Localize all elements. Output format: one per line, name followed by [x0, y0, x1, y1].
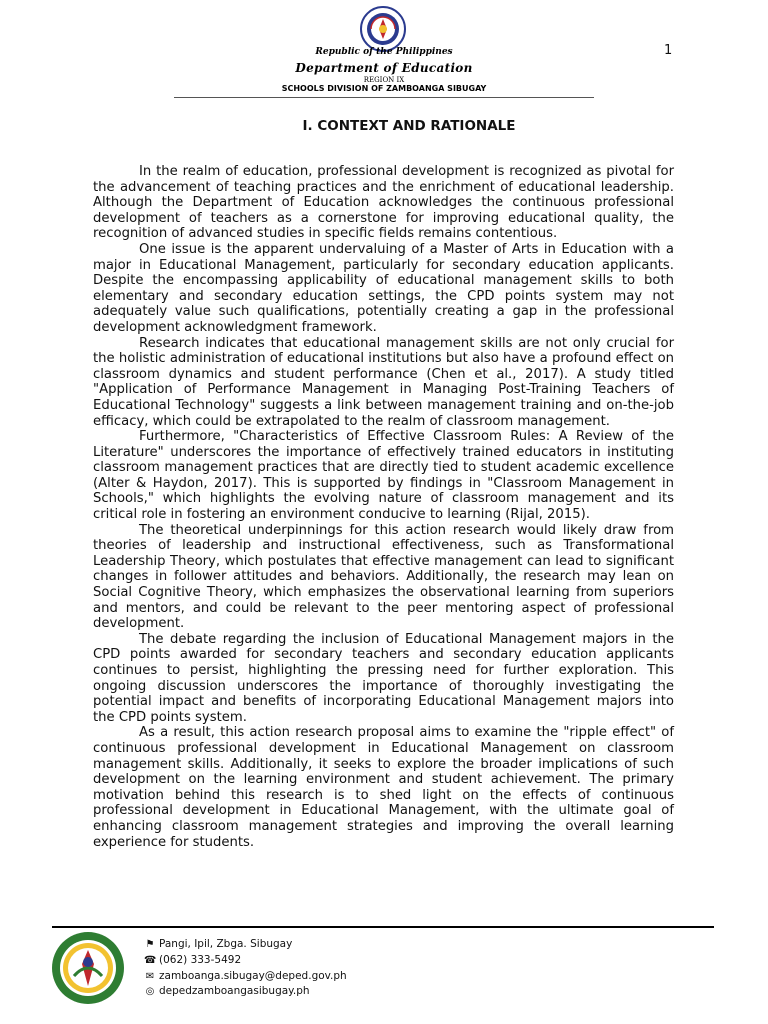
location-pin-icon: ⚑ — [145, 939, 155, 950]
footer-contacts — [144, 937, 347, 1000]
address-text: Pangi, Ipil, Zbga. Sibugay — [159, 938, 293, 950]
address-row — [144, 937, 347, 953]
website-link[interactable]: depedzamboangasibugay.ph — [159, 985, 310, 998]
email-icon: ✉ — [145, 970, 155, 982]
paragraph: Research indicates that educational management skills are not only crucial for the holistic administration of educational institutions but also have a profound effect on classroom dynamics and student performance (Chen et al., 2017). A study titled "Application of Performance Management in Managing Post-Training Teachers of Educational Technology" suggests a link between management training and on-the-job efficacy, which could be extrapolated to the realm of classroom management. — [93, 335, 674, 429]
footer-divider — [52, 926, 714, 928]
phone-row — [144, 953, 347, 969]
phone-text: (062) 333-5492 — [159, 953, 242, 966]
division-line: SCHOOLS DIVISION OF ZAMBOANGA SIBUGAY — [281, 84, 487, 93]
republic-line: Republic of the Philippines — [315, 47, 453, 57]
deped-seal-icon — [357, 5, 409, 53]
department-name: Department of Education — [295, 61, 473, 75]
email-link[interactable]: zamboanga.sibugay@deped.gov.ph — [159, 969, 347, 982]
region-line: REGION IX — [363, 76, 405, 84]
section-title: I. CONTEXT AND RATIONALE — [302, 118, 516, 134]
paragraph: The debate regarding the inclusion of Educational Management majors in the CPD points awarded for secondary teachers and secondary education applicants continues to persist, highlighting the pressing need for further exploration. This ongoing discussion underscores the importance of thoroughly investigating the potential impact and benefits of incorporating Educational Management majors into the CPD points system. — [93, 631, 674, 725]
paragraph: The theoretical underpinnings for this action research would likely draw from theories of leadership and instructional effectiveness, such as Transformational Leadership Theory, which postulates that effective management can lead to significant changes in follower attitudes and behaviors. Additionally, the research may lean on Social Cognitive Theory, which emphasizes the observational learning from superiors and mentors, and could be relevant to the peer mentoring aspect of professional development. — [93, 522, 674, 632]
globe-icon: ◎ — [145, 986, 155, 998]
paragraph: Furthermore, "Characteristics of Effective Classroom Rules: A Review of the Literature" underscores the importance of effectively trained educators in instituting classroom management practices that are directly tied to student academic excellence (Alter & Haydon, 2017). This is supported by findings in "Classroom Management in Schools," which highlights the evolving nature of classroom management and its critical role in fostering an environment conducive to learning (Rijal, 2015). — [93, 429, 674, 523]
paragraph: As a result, this action research proposal aims to examine the "ripple effect" of continuous professional development in Educational Management on classroom management skills. Additionally, it seeks to explore the broader implications of such development on the learning environment and student achievement. The primary motivation behind this research is to shed light on the effects of continuous professional development in Educational Management, with the ultimate goal of enhancing classroom management strategies and improving the overall learning experience for students. — [93, 725, 674, 850]
paragraph: In the realm of education, professional development is recognized as pivotal for the advancement of teaching practices and the enrichment of educational leadership. Although the Department of Education acknowledges the continuous professional development of teachers as a cornerstone for improving educational quality, the recognition of advanced studies in specific fields remains contentious. — [93, 164, 674, 242]
division-seal-icon — [50, 930, 126, 1006]
paragraph: One issue is the apparent undervaluing of a Master of Arts in Education with a major in Educational Management, particularly for secondary education applicants. Despite the encompassing applicability of educational management skills to both elementary and secondary education settings, the CPD points system may not adequately value such qualifications, potentially creating a gap in the professional development acknowledgment framework. — [93, 241, 674, 335]
website-row[interactable] — [144, 984, 347, 1000]
email-row[interactable] — [144, 969, 347, 985]
telephone-icon: ☎ — [144, 954, 157, 966]
page-number: 1 — [664, 43, 673, 58]
body-text — [93, 164, 674, 850]
header-divider — [174, 97, 594, 98]
